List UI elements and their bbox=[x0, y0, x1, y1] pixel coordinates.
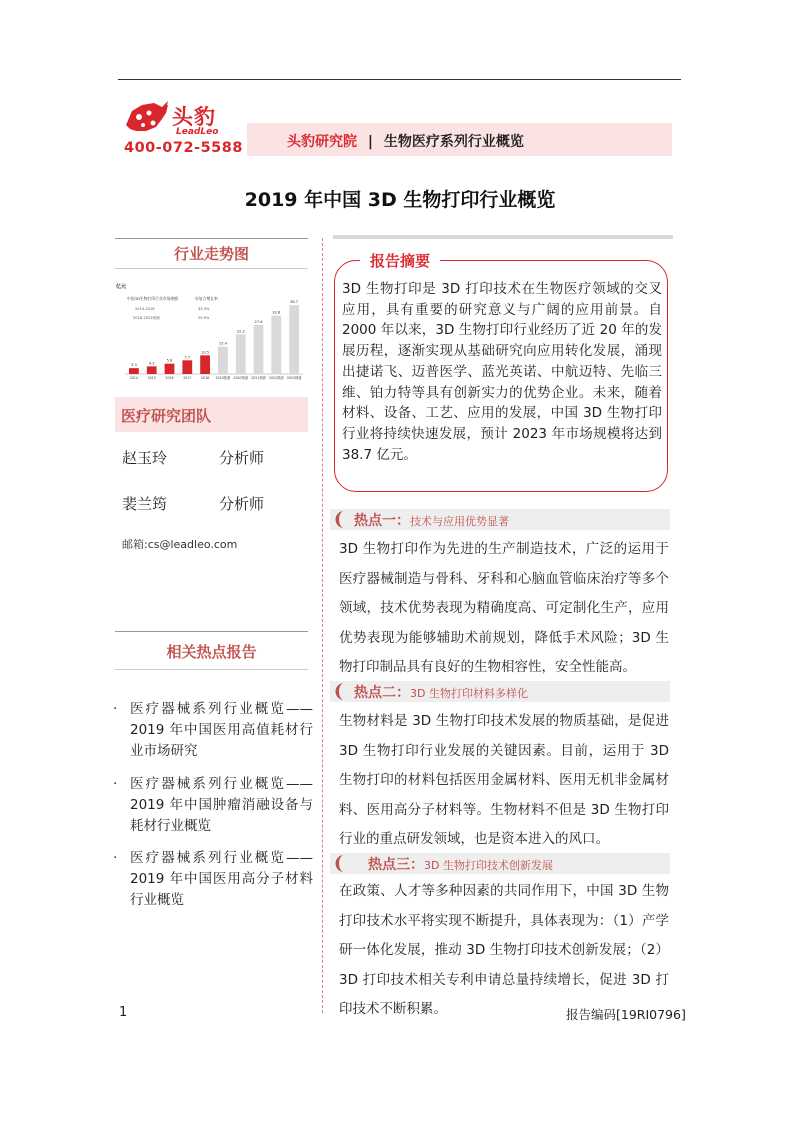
chart-tick-label: 2016 bbox=[165, 376, 174, 380]
series-name: 生物医疗系列行业概览 bbox=[383, 134, 524, 150]
column-divider bbox=[322, 238, 323, 1013]
chart-bar-2023预测 bbox=[289, 305, 299, 374]
chart-tick-label: 2017 bbox=[183, 376, 192, 380]
legend-cagr-1: 33.4% bbox=[198, 307, 210, 311]
hotline-phone: 400-072-5588 bbox=[124, 140, 243, 156]
chart-tick-label: 2023预测 bbox=[286, 376, 302, 380]
related-report-3[interactable] bbox=[113, 848, 313, 911]
hotspot-3-header bbox=[330, 853, 670, 874]
reports-bottom-rule bbox=[115, 669, 308, 670]
chart-value-label: 7.7 bbox=[184, 355, 191, 360]
chart-value-label: 27.6 bbox=[254, 319, 263, 324]
chart-tick-label: 2014 bbox=[129, 376, 138, 380]
brand-name-en: LeadLeo bbox=[176, 127, 219, 137]
chart-value-label: 10.5 bbox=[201, 350, 210, 355]
bullet: · bbox=[113, 850, 118, 866]
chart-value-label: 38.7 bbox=[290, 300, 299, 305]
chart-tick-label: 2015 bbox=[147, 376, 156, 380]
member-name-2: 裴兰筠 bbox=[122, 495, 168, 513]
hotspot-1-label: 热点一： bbox=[354, 513, 410, 529]
related-report-2[interactable] bbox=[113, 774, 313, 837]
hotspot-1-title bbox=[354, 510, 509, 530]
chart-tick-label: 2020预测 bbox=[233, 376, 248, 380]
contact-email[interactable] bbox=[122, 536, 237, 552]
related-report-1[interactable] bbox=[113, 699, 313, 762]
hotspot-2-text: 生物材料是 3D 生物打印技术发展的物质基础，是促进 3D 生物打印行业发展的关键因素。目前，运用于 3D 生物打印的材料包括医用金属材料、医用无机非金属材料、医用高分子材料等。生物材料不但是 3D 生物打印行业的重点研发领域，也是资本进入的风口。 bbox=[339, 713, 669, 847]
bullet: · bbox=[113, 701, 118, 717]
chart-bar-2015 bbox=[147, 366, 157, 374]
chart-ylabel: 亿元 bbox=[116, 284, 127, 290]
chart-bar-2017 bbox=[182, 360, 192, 374]
hotspot-1-text: 3D 生物打印作为先进的生产制造技术，广泛的运用于医疗器械制造与骨科、牙科和心脑血管临床治疗等多个领域，技术优势表现为精确度高、可定制化生产，应用优势表现为能够辅助术前规划，降低手术风险；3D 生物打印制品具有良好的生物相容性，安全性能高。 bbox=[339, 541, 669, 675]
institute-name: 头豹研究院 bbox=[287, 134, 357, 150]
chart-value-label: 15.4 bbox=[218, 341, 227, 346]
chart-legend bbox=[127, 296, 218, 320]
chart-bar-2014 bbox=[129, 368, 139, 374]
hotspot-2-label: 热点二： bbox=[354, 685, 410, 701]
document-title: 2019 年中国 3D 生物打印行业概览 bbox=[244, 189, 556, 211]
chart-bar-2020预测 bbox=[236, 334, 246, 374]
chart-value-label: 32.8 bbox=[272, 310, 281, 315]
header-band bbox=[247, 123, 672, 156]
email-address[interactable]: :cs@leadleo.com bbox=[144, 538, 238, 551]
header-separator: | bbox=[367, 134, 373, 150]
trend-bottom-rule bbox=[115, 268, 308, 269]
summary-top-bar bbox=[333, 235, 673, 239]
chart-tick-label: 2022预测 bbox=[269, 376, 284, 380]
hotspot-3-subtitle: 3D 生物打印技术创新发展 bbox=[424, 859, 553, 872]
chart-bar-2018 bbox=[200, 355, 210, 374]
legend-period-2: 2018-2023预测 bbox=[133, 316, 160, 320]
hotspot-2-header bbox=[330, 681, 670, 702]
team-heading: 医疗研究团队 bbox=[121, 407, 212, 425]
chart-bar-2016 bbox=[165, 364, 175, 374]
legend-period-1: 2014-2018 bbox=[135, 307, 155, 311]
reports-heading: 相关热点报告 bbox=[166, 643, 257, 661]
top-rule bbox=[118, 79, 681, 80]
member-name-1: 赵玉玲 bbox=[122, 449, 168, 467]
legend-cagr-2: 29.9% bbox=[198, 316, 210, 320]
team-band bbox=[115, 397, 308, 432]
member-role-1: 分析师 bbox=[219, 449, 265, 467]
chart-bar-2019预测 bbox=[218, 347, 228, 374]
trend-heading: 行业走势图 bbox=[173, 245, 249, 263]
trend-top-rule bbox=[115, 238, 308, 239]
chart-tick-label: 2019预测 bbox=[215, 376, 231, 380]
chart-value-label: 5.8 bbox=[166, 358, 173, 363]
page-number: 1 bbox=[119, 1005, 128, 1020]
chart-tick-label: 2018 bbox=[201, 376, 210, 380]
hotspot-3-title bbox=[368, 854, 553, 874]
reports-top-rule bbox=[115, 631, 308, 632]
summary-label: 报告摘要 bbox=[360, 250, 440, 271]
chart-title: 中国3D生物打印行业市场规模 bbox=[127, 296, 178, 301]
related-report-title[interactable]: 医疗器械系列行业概览——2019 年中国医用高值耗材行业市场研究 bbox=[130, 701, 313, 759]
hotspot-3-text: 在政策、人才等多种因素的共同作用下，中国 3D 生物打印技术水平将实现不断提升，具体表现为：（1）产学研一体化发展，推动 3D 生物打印技术创新发展；（2）3D 打印技术相关专利申请总量持续增长，促进 3D 打印技术不断积累。 bbox=[339, 883, 669, 1017]
hotspot-marker-icon bbox=[330, 681, 350, 702]
chart-bar-2022预测 bbox=[271, 316, 281, 374]
hotspot-2-title bbox=[354, 682, 528, 702]
report-code: 报告编码[19RI0796] bbox=[566, 1007, 686, 1022]
bullet: · bbox=[113, 776, 118, 792]
chart-value-label: 3.3 bbox=[131, 363, 137, 368]
chart-bar-2021预测 bbox=[254, 325, 264, 374]
member-role-2: 分析师 bbox=[219, 495, 265, 513]
summary-text: 3D 生物打印是 3D 打印技术在生物医疗领域的交叉应用，具有重要的研究意义与广阔的应用前景。自 2000 年以来，3D 生物打印行业经历了近 20 年的发展历程，逐渐实现从基础研究向应用转化发展，涌现出捷诺飞、迈普医学、蓝光英诺、中航迈特、先临三维、铂力特等具有创新实力的优势企业。未来，随着材料、设备、工艺、应用的发展，中国 3D 生物打印行业将持续快速发展，预计 2023 年市场规模将达到 38.7 亿元。 bbox=[342, 281, 662, 463]
hotspot-1-header bbox=[330, 509, 670, 530]
chart-value-label: 22.3 bbox=[236, 329, 245, 334]
chart-value-label: 4.3 bbox=[148, 361, 155, 366]
header-band-text bbox=[287, 131, 524, 151]
chart-tick-label: 2021预测 bbox=[251, 376, 266, 380]
hotspot-1-subtitle: 技术与应用优势显著 bbox=[410, 515, 509, 528]
hotspot-2-subtitle: 3D 生物打印材料多样化 bbox=[410, 687, 528, 700]
hotspot-marker-icon bbox=[330, 509, 350, 530]
related-report-title[interactable]: 医疗器械系列行业概览——2019 年中国医用高分子材料行业概览 bbox=[130, 850, 313, 908]
hotspot-3-label: 热点三： bbox=[368, 857, 424, 873]
brand-name-cn: 头豹 bbox=[172, 105, 216, 129]
email-label: 邮箱 bbox=[122, 538, 144, 551]
trend-chart bbox=[113, 280, 308, 385]
chart-legend-header: 年复合增长率 bbox=[195, 296, 218, 301]
related-report-title[interactable]: 医疗器械系列行业概览——2019 年中国肿瘤消融设备与耗材行业概览 bbox=[130, 776, 313, 834]
hotspot-marker-icon bbox=[330, 853, 350, 874]
